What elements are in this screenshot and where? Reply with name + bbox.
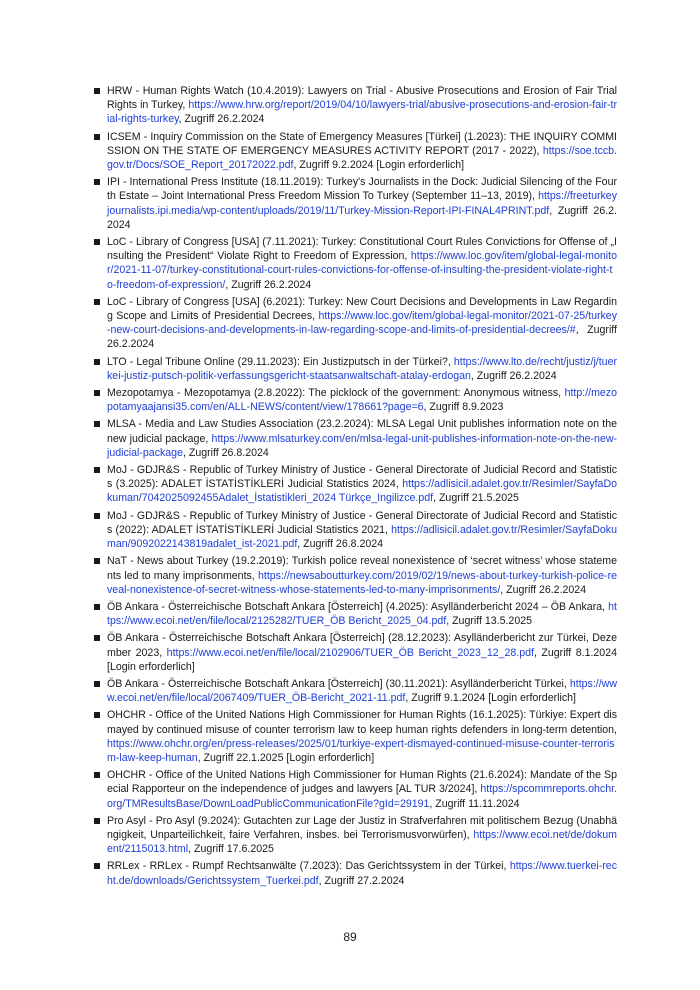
reference-item: LoC - Library of Congress [USA] (7.11.2021): Turkey: Constitutional Court Rules Convictions for Offense of „Insulting the President“ Violate Right to Freedom of Expression, https://www.loc.gov/item/global-legal-monitor/2021-11-07/turkey-constitutional-court-rules-convictions-for-offense-of-insulting-the-president-violate-right-to-freedom-of-expression/, Zugriff 26.2.2024 (93, 235, 617, 292)
bullet-icon (94, 421, 100, 427)
bullet-icon (94, 681, 100, 687)
bullet-icon (94, 390, 100, 396)
bullet-icon (94, 604, 100, 610)
reference-item: LTO - Legal Tribune Online (29.11.2023): Ein Justizputsch in der Türkei?, https://www.lto.de/recht/justiz/j/tuerkei-justiz-putsch-politik-verfassungsgericht-staatsanwaltschaft-atalay-erdogan, Zugriff 26.2.2024 (93, 355, 617, 383)
bullet-icon (94, 299, 100, 305)
reference-item: OHCHR - Office of the United Nations High Commissioner for Human Rights (21.6.2024): Mandate of the Special Rapporteur on the independence of judges and lawyers [AL TUR 3/2024], https://spcommreports.ohchr.org/TMResultsBase/DownLoadPublicCommunicationFile?gId=29191, Zugriff 11.11.2024 (93, 768, 617, 811)
reference-item: HRW - Human Rights Watch (10.4.2019): Lawyers on Trial - Abusive Prosecutions and Erosion of Fair Trial Rights in Turkey, https://www.hrw.org/report/2019/04/10/lawyers-trial/abusive-prosecutions-and-erosion-fair-trial-rights-turkey, Zugriff 26.2.2024 (93, 84, 617, 127)
reference-link[interactable]: https://www.ecoi.net/de/dokument/2115013.html (107, 828, 618, 856)
reference-item: RRLex - RRLex - Rumpf Rechtsanwälte (7.2023): Das Gerichtssystem in der Türkei, https://www.tuerkei-recht.de/downloads/Gerichtssystem_Tuerkei.pdf, Zugriff 27.2.2024 (93, 859, 617, 887)
reference-link[interactable]: https://soe.tccb.gov.tr/Docs/SOE_Report_20172022.pdf (107, 144, 618, 172)
reference-link[interactable]: https://newsaboutturkey.com/2019/02/19/news-about-turkey-turkish-police-reveal-nonexistence-of-secret-witness-whose-statements-led-to-many-imprisonments/ (107, 569, 617, 596)
reference-item: ICSEM - Inquiry Commission on the State of Emergency Measures [Türkei] (1.2023): THE INQUIRY COMMISSION ON THE STATE OF EMERGENCY MEASURES ACTIVITY REPORT (2017 - 2022), https://soe.tccb.gov.tr/Docs/SOE_Report_20172022.pdf, Zugriff 9.2.2024 [Login erforderlich] (93, 130, 617, 173)
bullet-icon (94, 239, 100, 245)
bullet-icon (94, 863, 100, 869)
reference-link[interactable]: http://mezopotamyaajansi35.com/en/ALL-NEWS/content/view/178661?page=6 (107, 387, 617, 414)
bullet-icon (94, 712, 100, 718)
reference-item: MoJ - GDJR&S - Republic of Turkey Ministry of Justice - General Directorate of Judicial Record and Statistics (2022): ADALET İSTATİSTİKLERİ Judicial Statistics 2021, https://adlisicil.adalet.gov.tr/Resimler/SayfaDokuman/9092022143819adalet_ist-2021.pdf, Zugriff 26.8.2024 (93, 509, 617, 552)
bullet-icon (94, 558, 100, 564)
page-number: 89 (343, 930, 357, 944)
reference-item: Pro Asyl - Pro Asyl (9.2024): Gutachten zur Lage der Justiz in Strafverfahren mit politischem Bezug (Unabhängigkeit, Unparteilichkeit, faire Verfahren, insbes. bei Terrorismusvorwürfen), https://www.ecoi.net/de/dokument/2115013.html, Zugriff 17.6.2025 (93, 814, 617, 857)
bullet-icon (94, 818, 100, 824)
reference-link[interactable]: https://www.lto.de/recht/justiz/j/tuerkei-justiz-putsch-politik-verfassungsgericht-staatsanwaltschaft-atalay-erdogan (107, 355, 617, 382)
reference-item: Mezopotamya - Mezopotamya (2.8.2022): The picklock of the government: Anonymous witness, http://mezopotamyaajansi35.com/en/ALL-NEWS/content/view/178661?page=6, Zugriff 8.9.2023 (93, 386, 617, 414)
reference-link[interactable]: https://www.ecoi.net/en/file/local/2125282/TUER_ÖB Bericht_2025_04.pdf (107, 600, 617, 628)
bullet-icon (94, 513, 100, 519)
reference-item: ÖB Ankara - Österreichische Botschaft Ankara [Österreich] (28.12.2023): Asylländerbericht zur Türkei, Dezember 2023, https://www.ecoi.net/en/file/local/2102906/TUER_ÖB Bericht_2023_12_28.pdf, Zugriff 8.1.2024 [Login erforderlich] (93, 631, 617, 674)
reference-link[interactable]: https://www.ecoi.net/en/file/local/2102906/TUER_ÖB Bericht_2023_12_28.pdf (166, 646, 534, 659)
reference-item: IPI - International Press Institute (18.11.2019): Turkey's Journalists in the Dock: Judicial Silencing of the Fourth Estate – Joint International Press Freedom Mission To Turkey (September 11–13, 2019), https://freeturkeyjournalists.ipi.media/wp-content/uploads/2019/11/Turkey-Mission-Report-IPI-FINAL4PRINT.pdf, Zugriff 26.2.2024 (93, 175, 617, 232)
bullet-icon (94, 359, 100, 365)
reference-link[interactable]: https://adlisicil.adalet.gov.tr/Resimler/SayfaDokuman/7042025092455Adalet_İstatistikleri_2024 Türkçe_Ingilizce.pdf (107, 478, 617, 505)
bullet-icon (94, 467, 100, 473)
reference-link[interactable]: https://www.ohchr.org/en/press-releases/2025/01/turkiye-expert-dismayed-continued-misuse-counter-terrorism-law-keep-human (107, 737, 615, 764)
reference-item: MLSA - Media and Law Studies Association (23.2.2024): MLSA Legal Unit publishes information note on the new judicial package, https://www.mlsaturkey.com/en/mlsa-legal-unit-publishes-information-note-on-the-new-judicial-package, Zugriff 26.8.2024 (93, 417, 617, 460)
reference-link[interactable]: https://www.ecoi.net/en/file/local/2067409/TUER_ÖB-Bericht_2021-11.pdf (107, 677, 617, 705)
bullet-icon (94, 772, 100, 778)
reference-item: MoJ - GDJR&S - Republic of Turkey Ministry of Justice - General Directorate of Judicial Record and Statistics (3.2025): ADALET İSTATİSTİKLERİ Judicial Statistics 2024, https://adlisicil.adalet.gov.tr/Resimler/SayfaDokuman/7042025092455Adalet_İstatistikleri_2024 Türkçe_Ingilizce.pdf, Zugriff 21.5.2025 (93, 463, 617, 506)
reference-link[interactable]: https://www.mlsaturkey.com/en/mlsa-legal-unit-publishes-information-note-on-the-new-judicial-package (107, 432, 618, 459)
bullet-icon (94, 635, 100, 641)
reference-link[interactable]: https://adlisicil.adalet.gov.tr/Resimler/SayfaDokuman/9092022143819adalet_ist-2021.pdf (107, 523, 617, 551)
reference-item: LoC - Library of Congress [USA] (6.2021): Turkey: New Court Decisions and Developments in Law Regarding Scope and Limits of Presidential Decrees, https://www.loc.gov/item/global-legal-monitor/2021-07-25/turkey-new-court-decisions-and-developments-in-law-regarding-scope-and-limits-of-presidential-decrees/#, Zugriff 26.2.2024 (93, 295, 617, 352)
reference-link[interactable]: https://freeturkeyjournalists.ipi.media/wp-content/uploads/2019/11/Turkey-Mission-Report-IPI-FINAL4PRINT.pdf (107, 190, 617, 217)
bullet-icon (94, 88, 100, 94)
reference-list (93, 84, 617, 891)
reference-link[interactable]: https://spcommreports.ohchr.org/TMResultsBase/DownLoadPublicCommunicationFile?gId=29191 (107, 783, 617, 810)
reference-link[interactable]: https://www.loc.gov/item/global-legal-monitor/2021-11-07/turkey-constitutional-court-rules-convictions-for-offense-of-insulting-the-president-violate-right-to-freedom-of-expression/ (107, 250, 617, 291)
bullet-icon (94, 134, 100, 140)
bullet-icon (94, 179, 100, 185)
reference-item: NaT - News about Turkey (19.2.2019): Turkish police reveal nonexistence of ‘secret witness’ whose statements led to many imprisonments, https://newsaboutturkey.com/2019/02/19/news-about-turkey-turkish-police-reveal-nonexistence-of-secret-witness-whose-statements-led-to-many-imprisonments/, Zugriff 26.2.2024 (93, 554, 617, 597)
reference-link[interactable]: https://www.hrw.org/report/2019/04/10/lawyers-trial/abusive-prosecutions-and-erosion-fair-trial-rights-turkey (107, 99, 617, 126)
reference-item: ÖB Ankara - Österreichische Botschaft Ankara [Österreich] (4.2025): Asylländerbericht 2024 – ÖB Ankara, https://www.ecoi.net/en/file/local/2125282/TUER_ÖB Bericht_2025_04.pdf, Zugriff 13.5.2025 (93, 600, 617, 628)
reference-link[interactable]: https://www.loc.gov/item/global-legal-monitor/2021-07-25/turkey-new-court-decisions-and-developments-in-law-regarding-scope-and-limits-of-presidential-decrees/# (107, 310, 617, 337)
reference-item: ÖB Ankara - Österreichische Botschaft Ankara [Österreich] (30.11.2021): Asylländerbericht Türkei, https://www.ecoi.net/en/file/local/2067409/TUER_ÖB-Bericht_2021-11.pdf, Zugriff 9.1.2024 [Login erforderlich] (93, 677, 617, 705)
reference-link[interactable]: https://www.tuerkei-recht.de/downloads/Gerichtssystem_Tuerkei.pdf (107, 860, 617, 887)
reference-item: OHCHR - Office of the United Nations High Commissioner for Human Rights (16.1.2025): Türkiye: Expert dismayed by continued misuse of counter terrorism law to keep human rights defenders in long-term detention, https://www.ohchr.org/en/press-releases/2025/01/turkiye-expert-dismayed-continued-misuse-counter-terrorism-law-keep-human, Zugriff 22.1.2025 [Login erforderlich] (93, 708, 617, 765)
